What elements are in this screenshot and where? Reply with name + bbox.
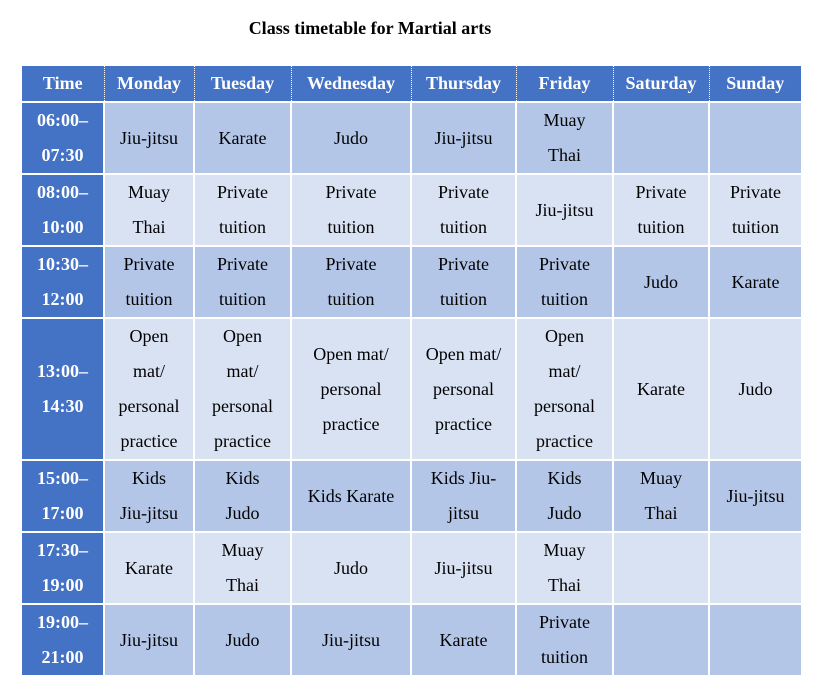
header-day-sunday: Sunday: [709, 66, 801, 102]
class-cell: Jiu-jitsu: [104, 604, 194, 676]
class-cell: Karate: [104, 532, 194, 604]
time-slot: 19:00– 21:00: [22, 604, 104, 676]
class-cell: Karate: [194, 102, 291, 174]
class-cell: Private tuition: [104, 246, 194, 318]
class-cell: Muay Thai: [104, 174, 194, 246]
class-cell: Jiu-jitsu: [291, 604, 411, 676]
class-cell: Jiu-jitsu: [709, 460, 801, 532]
class-cell: Kids Judo: [516, 460, 613, 532]
class-cell: Open mat/ personal practice: [516, 318, 613, 460]
header-day-monday: Monday: [104, 66, 194, 102]
class-cell: Private tuition: [411, 174, 516, 246]
class-cell: Private tuition: [291, 174, 411, 246]
class-cell: Open mat/ personal practice: [104, 318, 194, 460]
class-cell: Private tuition: [613, 174, 709, 246]
class-cell: Jiu-jitsu: [516, 174, 613, 246]
class-cell: Kids Karate: [291, 460, 411, 532]
time-slot: 10:30– 12:00: [22, 246, 104, 318]
table-row: [22, 604, 801, 676]
class-cell: Jiu-jitsu: [411, 102, 516, 174]
time-slot: 15:00– 17:00: [22, 460, 104, 532]
class-cell: Judo: [709, 318, 801, 460]
class-cell: [613, 532, 709, 604]
header-day-saturday: Saturday: [613, 66, 709, 102]
header-day-friday: Friday: [516, 66, 613, 102]
class-cell: Kids Jiu-jitsu: [104, 460, 194, 532]
table-row: [22, 318, 801, 460]
table-row: [22, 246, 801, 318]
header-row: [22, 66, 801, 102]
class-cell: Private tuition: [291, 246, 411, 318]
class-cell: Judo: [291, 532, 411, 604]
class-cell: Judo: [613, 246, 709, 318]
class-cell: Muay Thai: [194, 532, 291, 604]
table-row: [22, 460, 801, 532]
class-cell: Private tuition: [516, 604, 613, 676]
timetable-body: [22, 102, 801, 676]
class-cell: Karate: [613, 318, 709, 460]
page-title: Class timetable for Martial arts: [248, 18, 492, 38]
time-slot: 06:00– 07:30: [22, 102, 104, 174]
table-row: [22, 102, 801, 174]
class-cell: [709, 532, 801, 604]
header-time: Time: [22, 66, 104, 102]
class-cell: Judo: [291, 102, 411, 174]
table-row: [22, 532, 801, 604]
class-cell: Private tuition: [194, 246, 291, 318]
class-cell: Muay Thai: [613, 460, 709, 532]
class-cell: Private tuition: [709, 174, 801, 246]
time-slot: 08:00– 10:00: [22, 174, 104, 246]
class-cell: Kids Judo: [194, 460, 291, 532]
timetable: [22, 66, 801, 677]
class-cell: [709, 604, 801, 676]
header-day-wednesday: Wednesday: [291, 66, 411, 102]
header-day-tuesday: Tuesday: [194, 66, 291, 102]
class-cell: Muay Thai: [516, 102, 613, 174]
class-cell: Private tuition: [516, 246, 613, 318]
class-cell: [613, 102, 709, 174]
class-cell: Kids Jiu- jitsu: [411, 460, 516, 532]
class-cell: Karate: [411, 604, 516, 676]
class-cell: Private tuition: [411, 246, 516, 318]
class-cell: Open mat/ personal practice: [194, 318, 291, 460]
time-slot: 13:00– 14:30: [22, 318, 104, 460]
class-cell: Karate: [709, 246, 801, 318]
class-cell: Open mat/ personal practice: [411, 318, 516, 460]
class-cell: Judo: [194, 604, 291, 676]
header-day-thursday: Thursday: [411, 66, 516, 102]
table-row: [22, 174, 801, 246]
class-cell: Jiu-jitsu: [104, 102, 194, 174]
class-cell: Private tuition: [194, 174, 291, 246]
time-slot: 17:30– 19:00: [22, 532, 104, 604]
class-cell: [613, 604, 709, 676]
class-cell: Muay Thai: [516, 532, 613, 604]
class-cell: Jiu-jitsu: [411, 532, 516, 604]
class-cell: Open mat/ personal practice: [291, 318, 411, 460]
class-cell: [709, 102, 801, 174]
